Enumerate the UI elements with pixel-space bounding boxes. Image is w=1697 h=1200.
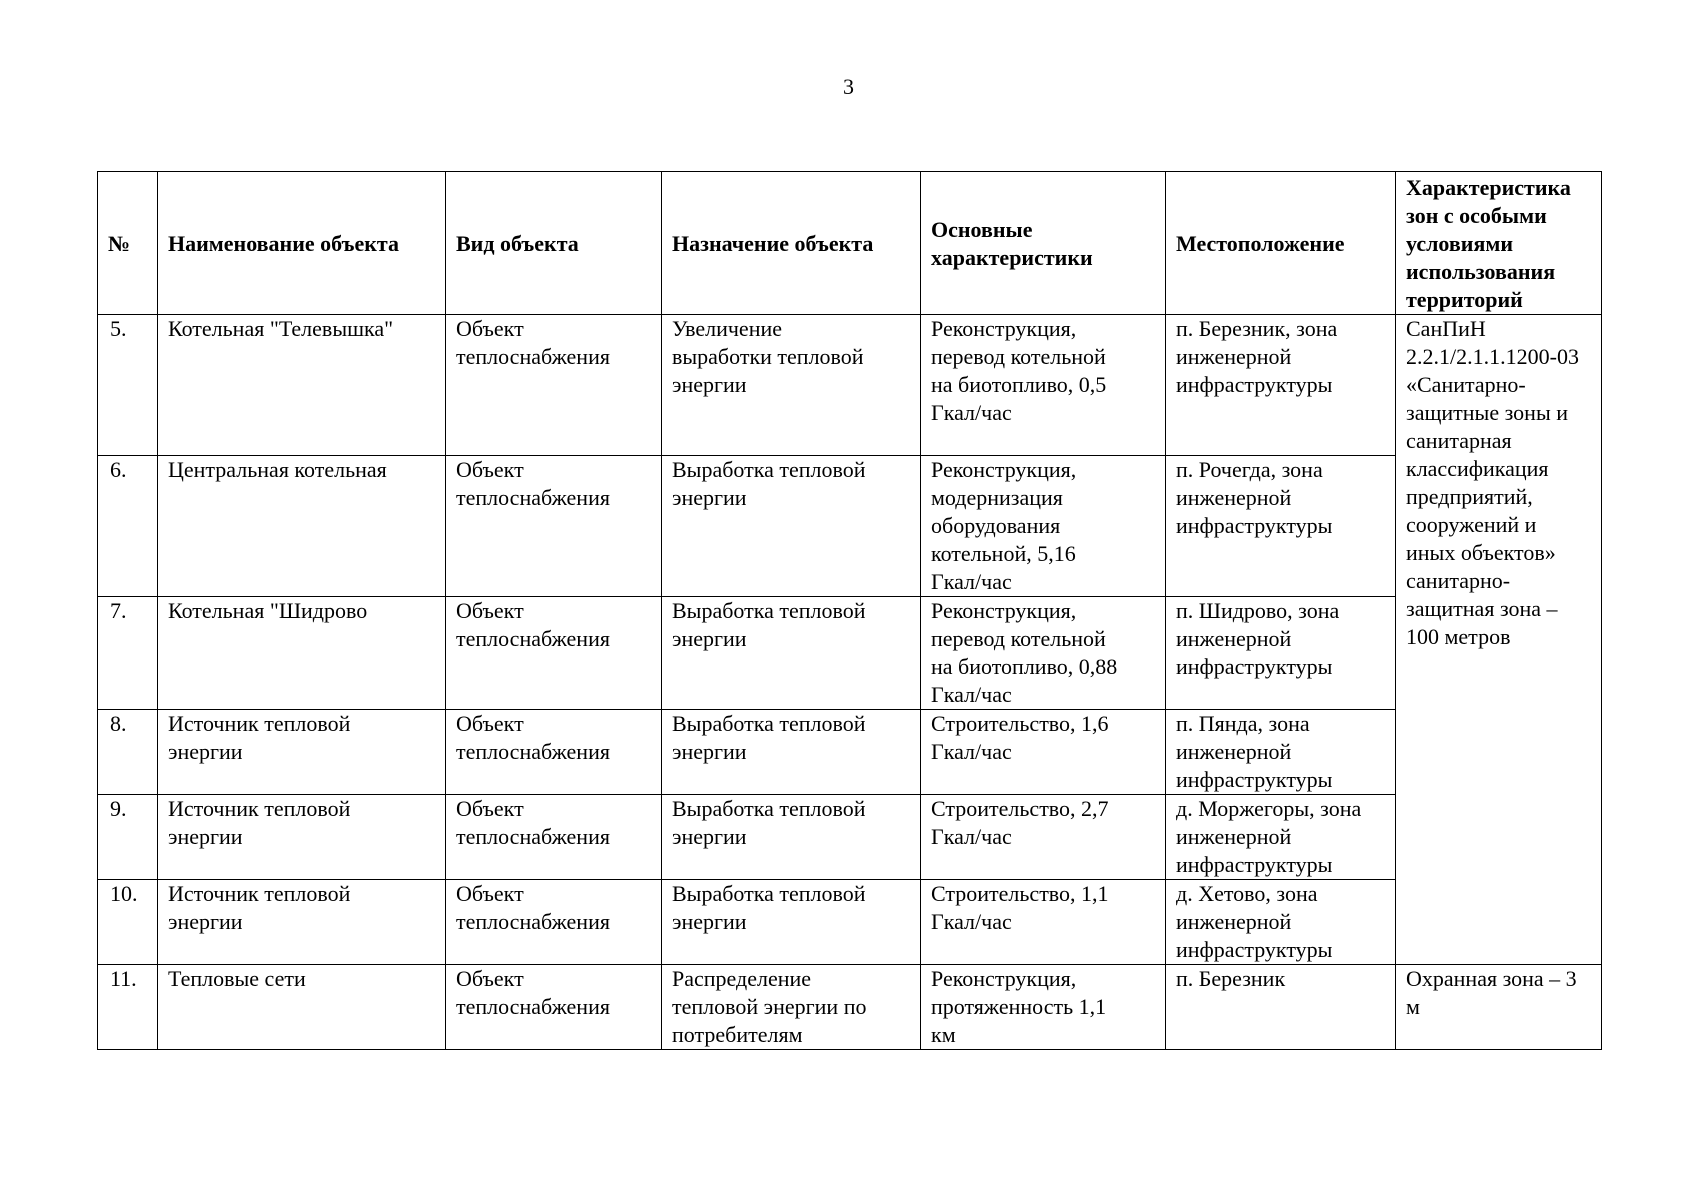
row-type: Объект теплоснабжения [446, 597, 662, 710]
row-type: Объект теплоснабжения [446, 965, 662, 1050]
row-purpose: Выработка тепловой энергии [662, 597, 921, 710]
row-name: Котельная "Шидрово [158, 597, 446, 710]
table-row [98, 597, 1602, 710]
row-num: 7. [98, 597, 158, 710]
row-characteristics: Строительство, 1,6 Гкал/час [921, 710, 1166, 795]
row-purpose: Выработка тепловой энергии [662, 880, 921, 965]
row-location: п. Пянда, зона инженерной инфраструктуры [1166, 710, 1396, 795]
page-number: 3 [843, 74, 854, 99]
row-purpose: Выработка тепловой энергии [662, 795, 921, 880]
row-type: Объект теплоснабжения [446, 315, 662, 456]
row-name: Источник тепловой энергии [158, 880, 446, 965]
row-type: Объект теплоснабжения [446, 795, 662, 880]
row-characteristics: Реконструкция, модернизация оборудования котельной, 5,16 Гкал/час [921, 456, 1166, 597]
row-location: д. Моржегоры, зона инженерной инфраструктуры [1166, 795, 1396, 880]
row-name: Тепловые сети [158, 965, 446, 1050]
row-purpose: Распределение тепловой энергии по потребителям [662, 965, 921, 1050]
row-name: Источник тепловой энергии [158, 795, 446, 880]
row-location: д. Хетово, зона инженерной инфраструктуры [1166, 880, 1396, 965]
table-row [98, 880, 1602, 965]
row-num: 6. [98, 456, 158, 597]
row-location: п. Березник [1166, 965, 1396, 1050]
table-row [98, 315, 1602, 456]
header-zones: Характеристика зон с особыми условиями использования территорий [1396, 172, 1602, 315]
header-location: Местоположение [1166, 172, 1396, 315]
row-purpose: Увеличение выработки тепловой энергии [662, 315, 921, 456]
row-num: 5. [98, 315, 158, 456]
row-location: п. Рочегда, зона инженерной инфраструктуры [1166, 456, 1396, 597]
row-purpose: Выработка тепловой энергии [662, 710, 921, 795]
row-characteristics: Реконструкция, перевод котельной на биотопливо, 0,5 Гкал/час [921, 315, 1166, 456]
row-name: Центральная котельная [158, 456, 446, 597]
table-row [98, 795, 1602, 880]
row-purpose: Выработка тепловой энергии [662, 456, 921, 597]
objects-table [97, 171, 1602, 1050]
table-row [98, 710, 1602, 795]
row-type: Объект теплоснабжения [446, 880, 662, 965]
row-num: 9. [98, 795, 158, 880]
header-type: Вид объекта [446, 172, 662, 315]
header-num: № [98, 172, 158, 315]
header-characteristics: Основные характеристики [921, 172, 1166, 315]
header-name: Наименование объекта [158, 172, 446, 315]
row-characteristics: Реконструкция, протяженность 1,1 км [921, 965, 1166, 1050]
row-type: Объект теплоснабжения [446, 456, 662, 597]
row-name: Источник тепловой энергии [158, 710, 446, 795]
header-purpose: Назначение объекта [662, 172, 921, 315]
row-characteristics: Строительство, 1,1 Гкал/час [921, 880, 1166, 965]
row-location: п. Шидрово, зона инженерной инфраструктуры [1166, 597, 1396, 710]
table-row [98, 456, 1602, 597]
zone-characteristics-merged: СанПиН 2.2.1/2.1.1.1200-03 «Санитарно- защитные зоны и санитарная классификация предприятий, сооружений и иных объектов» санитарно- защитная зона – 100 метров [1396, 315, 1602, 965]
row-location: п. Березник, зона инженерной инфраструктуры [1166, 315, 1396, 456]
row-num: 8. [98, 710, 158, 795]
row-num: 10. [98, 880, 158, 965]
row-type: Объект теплоснабжения [446, 710, 662, 795]
table-header-row [98, 172, 1602, 315]
table-row [98, 965, 1602, 1050]
row-num: 11. [98, 965, 158, 1050]
row-characteristics: Строительство, 2,7 Гкал/час [921, 795, 1166, 880]
zone-characteristics-row-11: Охранная зона – 3 м [1396, 965, 1602, 1050]
row-characteristics: Реконструкция, перевод котельной на биотопливо, 0,88 Гкал/час [921, 597, 1166, 710]
row-name: Котельная "Телевышка" [158, 315, 446, 456]
